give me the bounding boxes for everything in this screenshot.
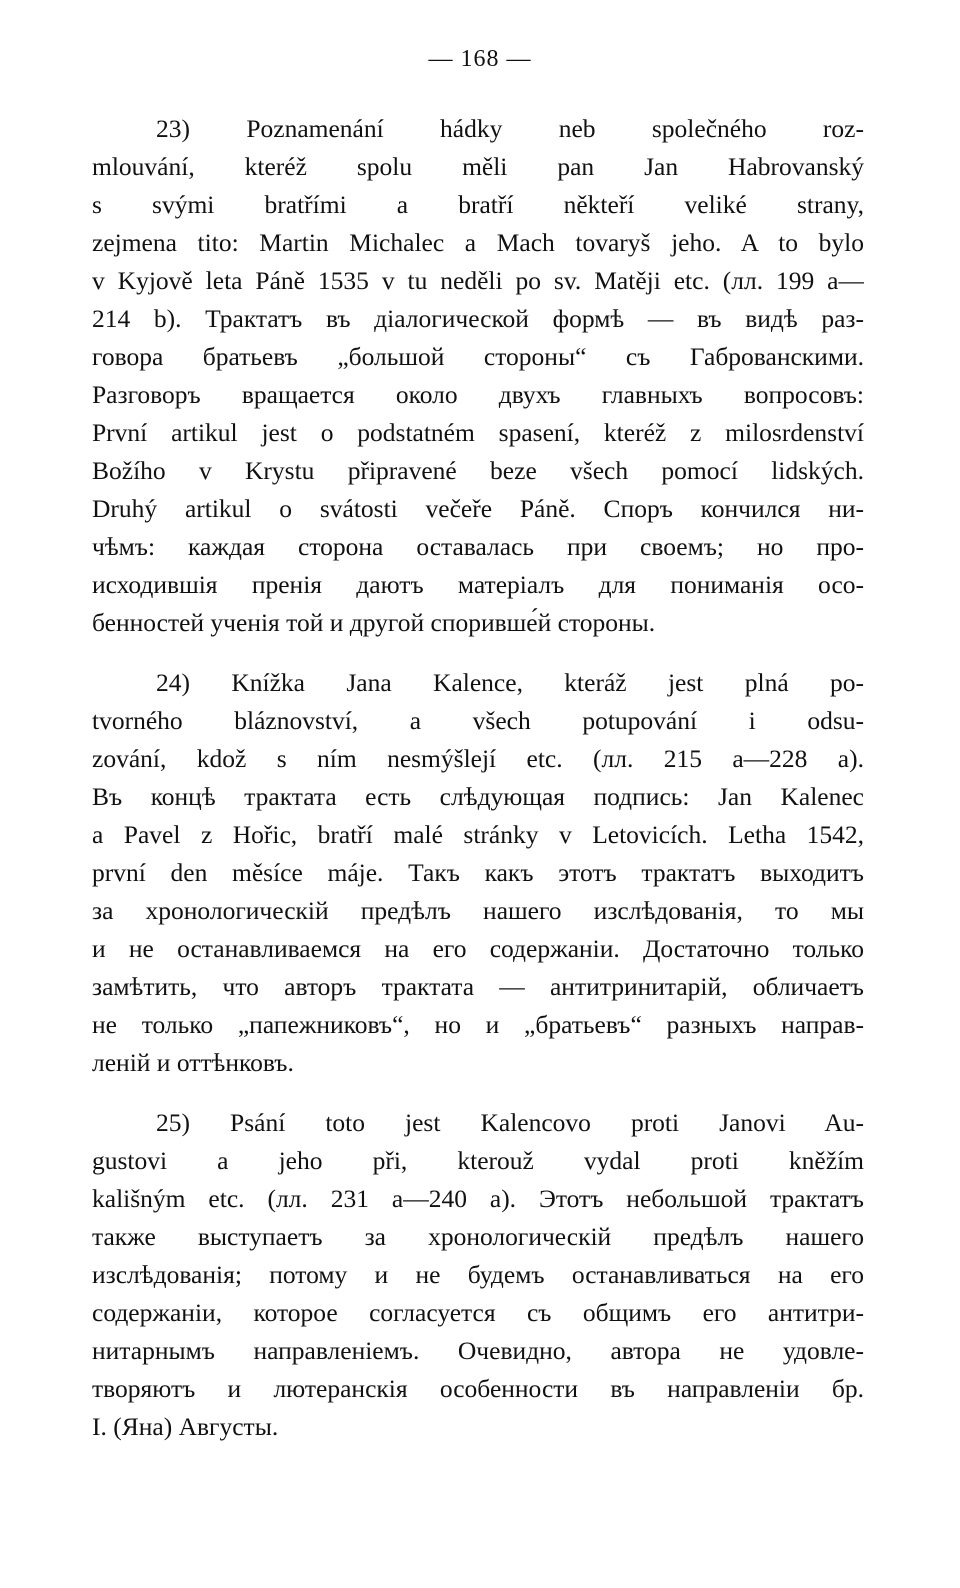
text-line: gustovi a jeho při, kterouž vydal proti kněžím bbox=[92, 1146, 864, 1175]
entry-24-paragraph bbox=[92, 664, 864, 1082]
page-body bbox=[92, 110, 864, 1446]
text-line: Въ концѣ трактата есть слѣдующая подпись: Jan Kalenec bbox=[92, 782, 864, 811]
text-line: 214 b). Трактатъ въ діалогической формѣ — въ видѣ раз- bbox=[92, 304, 864, 333]
text-line: замѣтить, что авторъ трактата — антитринитарій, обличаетъ bbox=[92, 972, 864, 1001]
text-line: изслѣдованія; потому и не будемъ останавливаться на его bbox=[92, 1260, 864, 1289]
text-line: Božího v Krystu připravené beze všech pomocí lidských. bbox=[92, 456, 864, 485]
text-line: Разговоръ вращается около двухъ главныхъ вопросовъ: bbox=[92, 380, 864, 409]
text-line: I. (Яна) Августы. bbox=[92, 1412, 279, 1441]
text-line: не только „папежниковъ“, но и „братьевъ“ разныхъ направ- bbox=[92, 1010, 864, 1039]
text-line: s svými bratřími a bratří někteří veliké strany, bbox=[92, 190, 864, 219]
text-line: говора братьевъ „большой стороны“ съ Габрованскими. bbox=[92, 342, 864, 371]
text-line: за хронологическій предѣлъ нашего изслѣдованія, то мы bbox=[92, 896, 864, 925]
text-line: 23) Poznamenání hádky neb společného roz- bbox=[156, 114, 864, 143]
text-line: исходившія пренія даютъ матеріалъ для пониманія осо- bbox=[92, 570, 864, 599]
text-line: содержаніи, которое согласуется съ общимъ его антитри- bbox=[92, 1298, 864, 1327]
text-line: 24) Knížka Jana Kalence, kteráž jest plná po- bbox=[156, 668, 864, 697]
text-line: zejmena tito: Martin Michalec a Mach tovaryš jeho. A to bylo bbox=[92, 228, 864, 257]
text-line: леній и оттѣнковъ. bbox=[92, 1048, 294, 1077]
text-line: 25) Psání toto jest Kalencovo proti Janovi Au- bbox=[156, 1108, 864, 1137]
text-line: v Kyjově leta Páně 1535 v tu neděli po sv. Matěji etc. (лл. 199 а— bbox=[92, 266, 864, 295]
text-line: чѣмъ: каждая сторона оставалась при своемъ; но про- bbox=[92, 532, 864, 561]
text-line: zování, kdož s ním nesmýšlejí etc. (лл. 215 а—228 а). bbox=[92, 744, 864, 773]
text-line: творяютъ и лютеранскія особенности въ направленіи бр. bbox=[92, 1374, 864, 1403]
text-line: kališným etc. (лл. 231 а—240 а). Этотъ небольшой трактатъ bbox=[92, 1184, 864, 1213]
text-line: a Pavel z Hořic, bratří malé stránky v Letovicích. Letha 1542, bbox=[92, 820, 864, 849]
text-line: mlouvání, kteréž spolu měli pan Jan Habrovanský bbox=[92, 152, 864, 181]
text-line: также выступаетъ за хронологическій предѣлъ нашего bbox=[92, 1222, 864, 1251]
text-line: Druhý artikul o svátosti večeře Páně. Споръ кончился ни- bbox=[92, 494, 864, 523]
text-line: tvorného bláznovství, a všech potupování i odsu- bbox=[92, 706, 864, 735]
text-line: бенностей ученія той и другой споривше́й стороны. bbox=[92, 608, 656, 637]
text-line: и не останавливаемся на его содержаніи. Достаточно только bbox=[92, 934, 864, 963]
text-line: První artikul jest o podstatném spasení, kteréž z milosrdenství bbox=[92, 418, 864, 447]
page-number: — 168 — bbox=[428, 46, 532, 72]
entry-25-paragraph bbox=[92, 1104, 864, 1446]
text-line: první den měsíce máje. Такъ какъ этотъ трактатъ выходитъ bbox=[92, 858, 864, 887]
entry-23-paragraph bbox=[92, 110, 864, 642]
text-line: нитарнымъ направленіемъ. Очевидно, автора не удовле- bbox=[92, 1336, 864, 1365]
